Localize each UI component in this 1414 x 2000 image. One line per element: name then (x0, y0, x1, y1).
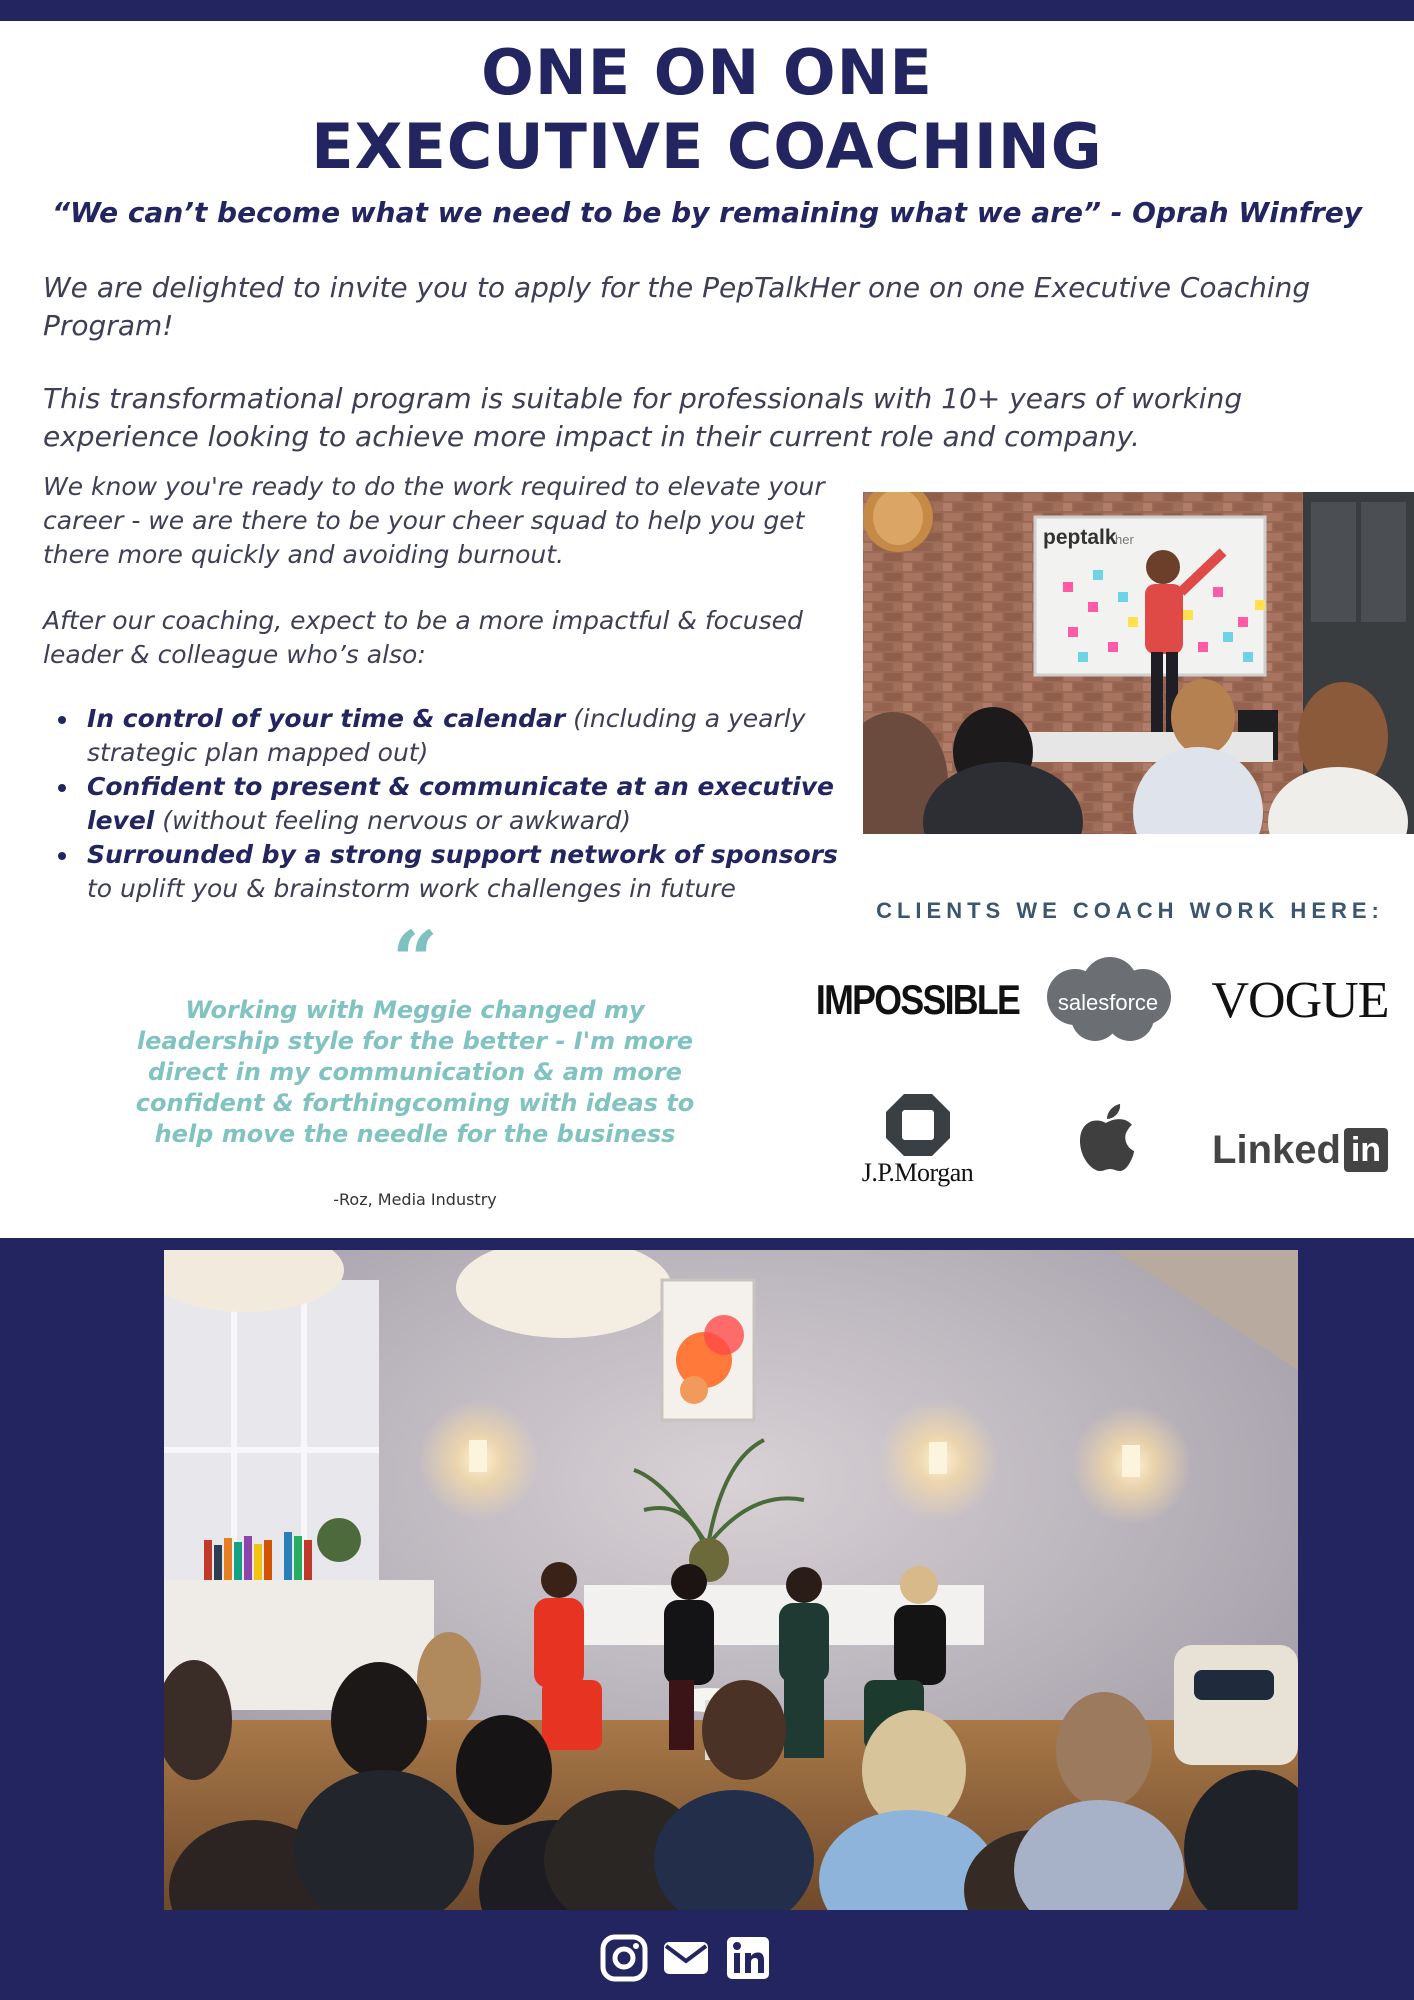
svg-text:her: her (1115, 532, 1134, 547)
clients-heading: CLIENTS WE COACH WORK HERE: (876, 898, 1384, 923)
email-icon[interactable] (662, 1934, 710, 1982)
vogue-logo: VOGUE (1211, 971, 1389, 1029)
title-line-1: ONE ON ONE (481, 36, 933, 109)
workshop-photo (863, 492, 1414, 834)
jpmorgan-wordmark: J.P.Morgan (861, 1157, 974, 1187)
intro-paragraph-suitability: This transformational program is suitable for professionals with 10+ years of working experience looking to achieve more impact in their current role and company. (43, 382, 1243, 453)
quotation-mark-icon: “ (391, 913, 438, 1007)
impossible-logo: IMPOSSIBLE (815, 976, 1020, 1023)
svg-text:peptalk: peptalk (1043, 526, 1117, 549)
oprah-quote: “We can’t become what we need to be by remaining what we are” - Oprah Winfrey (51, 196, 1363, 229)
benefit-item (43, 702, 843, 770)
intro-paragraph-expectation: After our coaching, expect to be a more impactful & focused leader & colleague who’s also: (43, 606, 803, 669)
intro-paragraph-invite: We are delighted to invite you to apply for the PepTalkHer one on one Executive Coaching Program! (43, 271, 1311, 342)
page-title (0, 36, 1414, 184)
linkedin-wordmark: Linked (1212, 1127, 1341, 1172)
benefit-detail: (including a yearly strategic plan mapped out) (87, 704, 806, 767)
instagram-icon[interactable] (600, 1934, 648, 1982)
testimonial-author: -Roz, Media Industry (333, 1190, 497, 1209)
benefit-detail: (without feeling nervous or awkward) (154, 806, 631, 835)
panel-event-photo (164, 1250, 1298, 1910)
social-icons (600, 1934, 820, 1984)
testimonial (120, 913, 710, 1209)
testimonial-text: Working with Meggie changed my leadership style for the better - I'm more direct in my communication & am more confident & forthingcoming with ideas to help move the needle for the business (135, 996, 695, 1148)
title-line-2: EXECUTIVE COACHING (311, 110, 1103, 183)
top-bar (0, 0, 1414, 21)
benefits-list (43, 702, 843, 906)
benefit-bold: Surrounded by a strong support network of sponsors (87, 840, 838, 869)
intro-paragraph-ready: We know you're ready to do the work required to elevate your career - we are there to be your cheer squad to help you get there more quickly and avoiding burnout. (43, 472, 825, 569)
benefit-item (43, 838, 843, 906)
benefit-detail: to uplift you & brainstorm work challenges in future (87, 874, 736, 903)
benefit-bold: Confident to present & communicate at an executive level (87, 772, 834, 835)
salesforce-logo (1035, 955, 1180, 1050)
apple-logo (1068, 1098, 1143, 1178)
linkedin-in-badge: in (1344, 1128, 1388, 1172)
benefit-item (43, 770, 843, 838)
jpmorgan-octagon-icon (886, 1094, 950, 1156)
benefit-bold: In control of your time & calendar (87, 704, 566, 733)
linkedin-logo (1205, 1120, 1395, 1180)
linkedin-icon[interactable] (724, 1934, 772, 1982)
jpmorgan-logo (845, 1088, 990, 1193)
salesforce-wordmark: salesforce (1057, 990, 1159, 1015)
